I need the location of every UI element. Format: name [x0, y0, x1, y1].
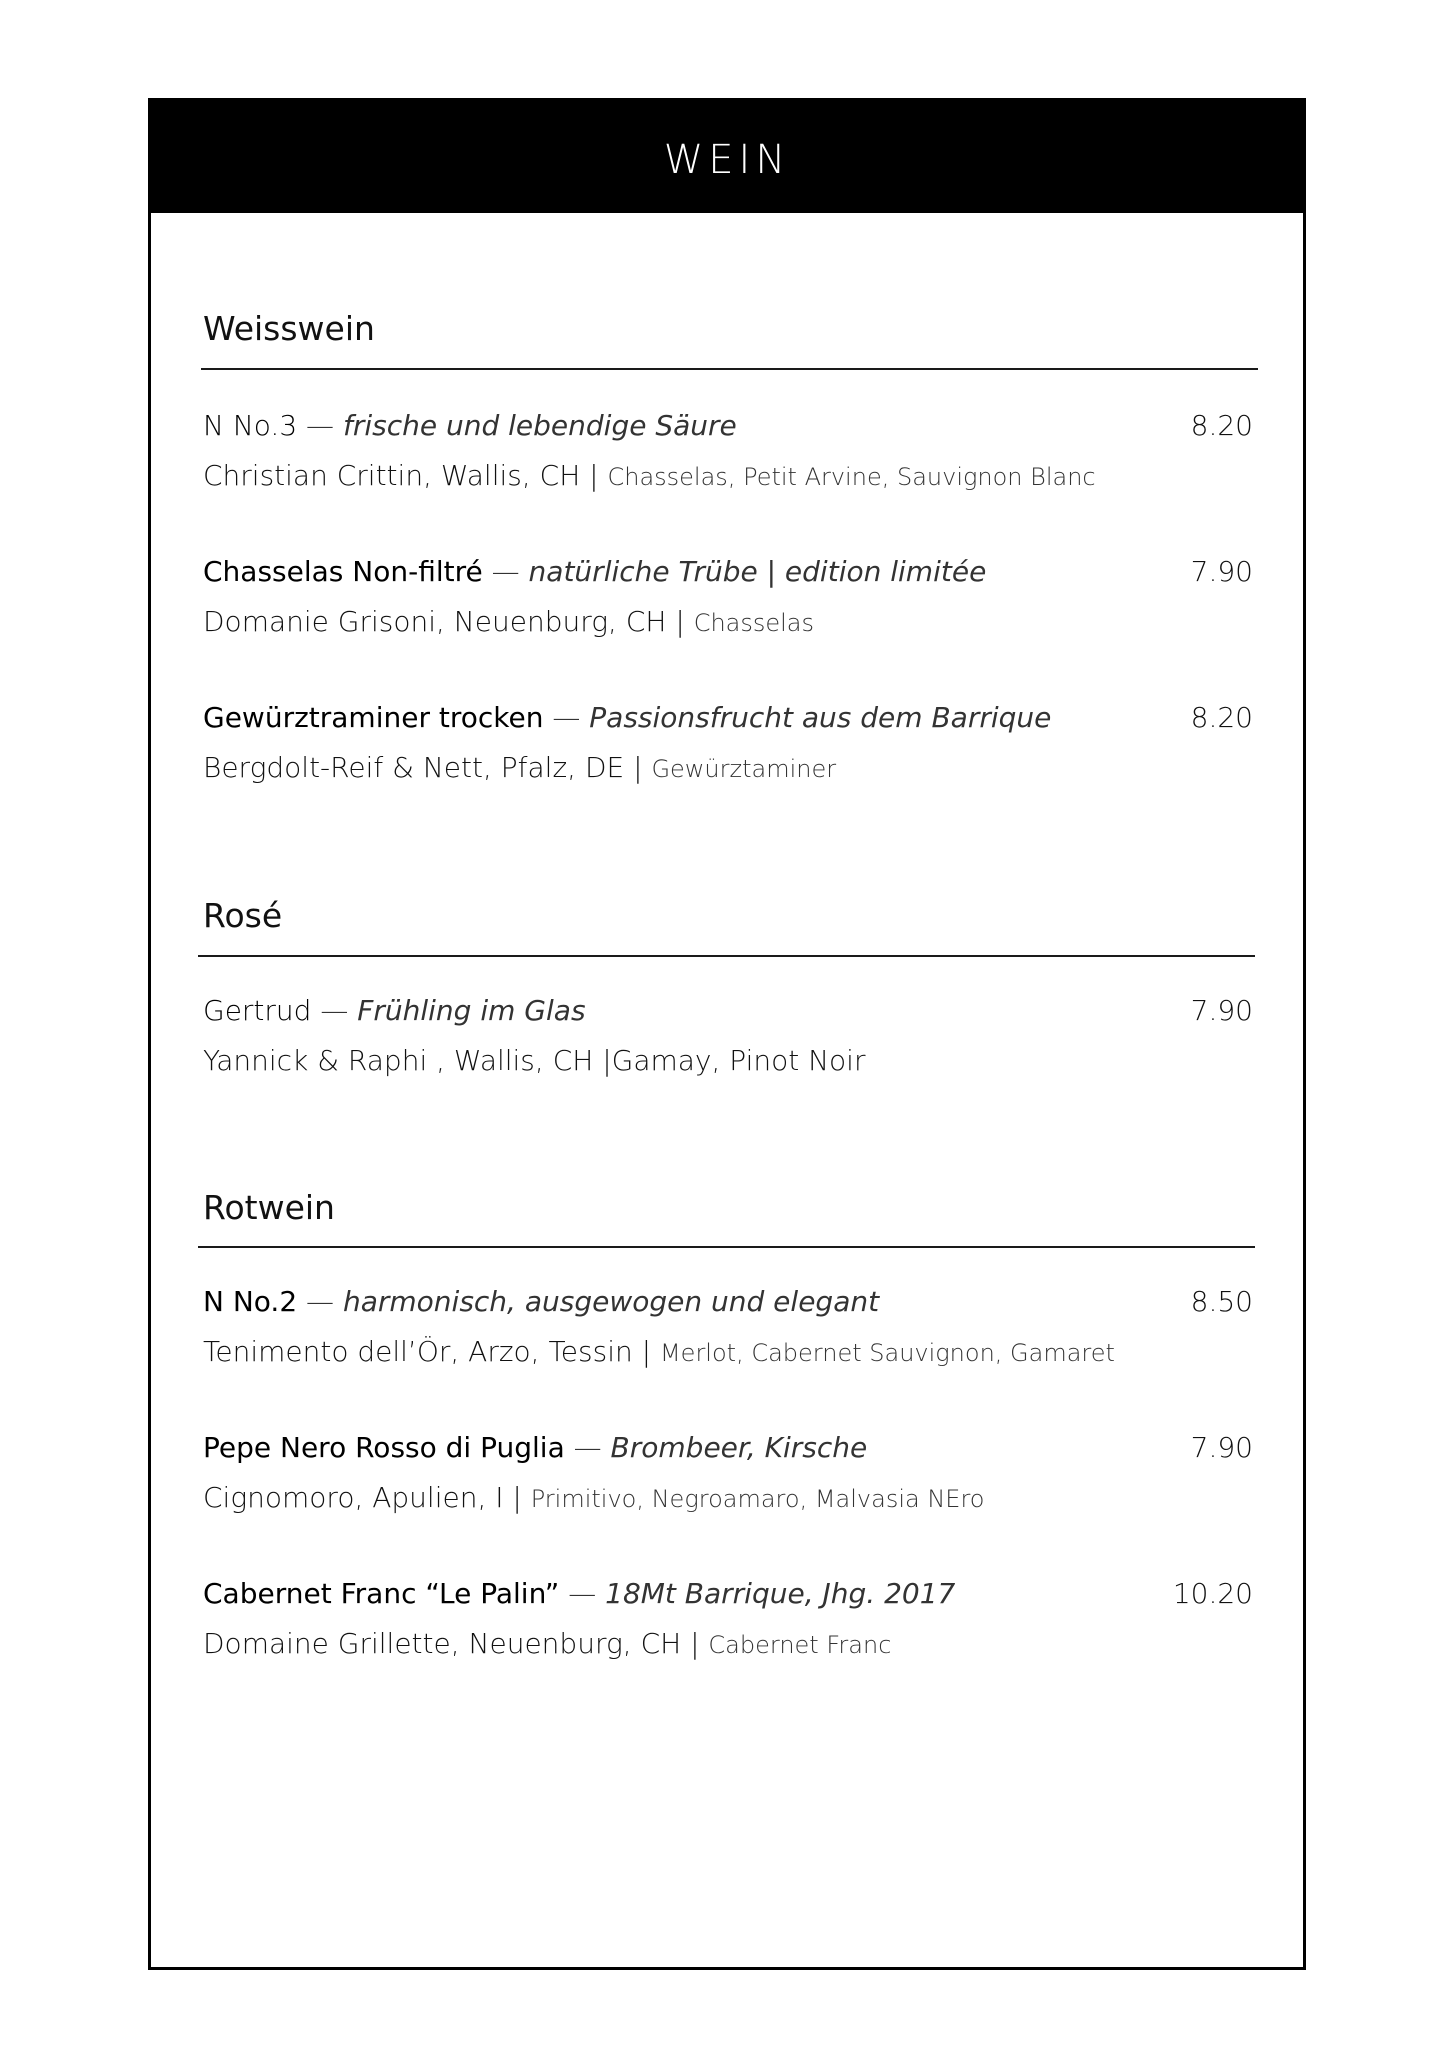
wine-entry: [203, 1577, 1253, 1667]
wine-entry: [203, 701, 1253, 791]
wine-price: 8.20: [1190, 701, 1253, 734]
section-divider: [198, 1246, 1255, 1248]
wine-name: Gewürztraminer trocken: [203, 701, 544, 734]
separator: |: [681, 1627, 709, 1660]
dash: —: [564, 1431, 611, 1464]
wine-price: 7.90: [1190, 1431, 1253, 1464]
dash: —: [297, 409, 343, 442]
wine-description: frische und lebendige Säure: [342, 409, 737, 442]
wine-description: 18Mt Barrique, Jhg. 2017: [605, 1577, 956, 1610]
separator: |: [580, 459, 608, 492]
wine-entry: [203, 555, 1253, 645]
dash: —: [559, 1577, 606, 1610]
section-divider: [198, 955, 1255, 957]
wine-entry: [203, 994, 1253, 1084]
section-title-weisswein: Weisswein: [203, 309, 375, 348]
wine-price: 7.90: [1190, 555, 1253, 588]
wine-description: harmonisch, ausgewogen und elegant: [342, 1285, 880, 1318]
wine-name: Pepe Nero Rosso di Puglia: [203, 1431, 565, 1464]
wine-grapes: Primitivo, Negroamaro, Malvasia NEro: [530, 1485, 985, 1513]
dash: —: [543, 701, 590, 734]
wine-description: natürliche Trübe | edition limitée: [528, 555, 987, 588]
separator: |: [624, 751, 652, 784]
wine-price: 10.20: [1172, 1577, 1253, 1610]
wine-name: Gertrud: [203, 994, 312, 1027]
dash: —: [482, 555, 529, 588]
dash: —: [297, 1285, 343, 1318]
wine-grapes: Merlot, Cabernet Sauvignon, Gamaret: [659, 1339, 1115, 1367]
section-divider: [201, 368, 1258, 370]
separator: |: [632, 1335, 660, 1368]
wine-name: N No.3: [203, 409, 298, 442]
wine-producer: Cignomoro, Apulien, I: [203, 1481, 504, 1514]
wine-description: Brombeer, Kirsche: [610, 1431, 868, 1464]
menu-frame: [148, 98, 1306, 1970]
wine-producer: Yannick & Raphi , Wallis, CH |Gamay, Pinot Noir: [203, 1044, 866, 1077]
wine-entry: [203, 1431, 1253, 1521]
wine-grapes: Gewürztaminer: [651, 755, 837, 783]
wine-entry: [203, 1285, 1253, 1375]
dash: —: [311, 994, 358, 1027]
wine-name: Chasselas Non-filtré: [203, 555, 483, 588]
wine-entry: [203, 409, 1253, 499]
wine-name: Cabernet Franc “Le Palin”: [203, 1577, 560, 1610]
wine-description: Frühling im Glas: [357, 994, 586, 1027]
wine-grapes: Chasselas, Petit Arvine, Sauvignon Blanc: [607, 463, 1096, 491]
separator: |: [503, 1481, 531, 1514]
section-title-rose: Rosé: [203, 896, 283, 935]
wine-producer: Domanie Grisoni, Neuenburg, CH: [203, 605, 667, 638]
wine-price: 8.50: [1190, 1285, 1253, 1318]
wine-producer: Tenimento dell’Ör, Arzo, Tessin: [203, 1335, 633, 1368]
separator: |: [666, 605, 694, 638]
page-title: WEIN: [663, 137, 791, 183]
wine-price: 7.90: [1190, 994, 1253, 1027]
wine-grapes: Cabernet Franc: [708, 1631, 892, 1659]
wine-description: Passionsfrucht aus dem Barrique: [589, 701, 1052, 734]
wine-producer: Domaine Grillette, Neuenburg, CH: [203, 1627, 682, 1660]
wine-name: N No.2: [203, 1285, 298, 1318]
wine-grapes: Chasselas: [693, 609, 815, 637]
section-title-rotwein: Rotwein: [203, 1188, 335, 1227]
header-bar: [151, 101, 1303, 213]
wine-producer: Bergdolt-Reif & Nett, Pfalz, DE: [203, 751, 625, 784]
wine-price: 8.20: [1190, 409, 1253, 442]
wine-producer: Christian Crittin, Wallis, CH: [203, 459, 581, 492]
